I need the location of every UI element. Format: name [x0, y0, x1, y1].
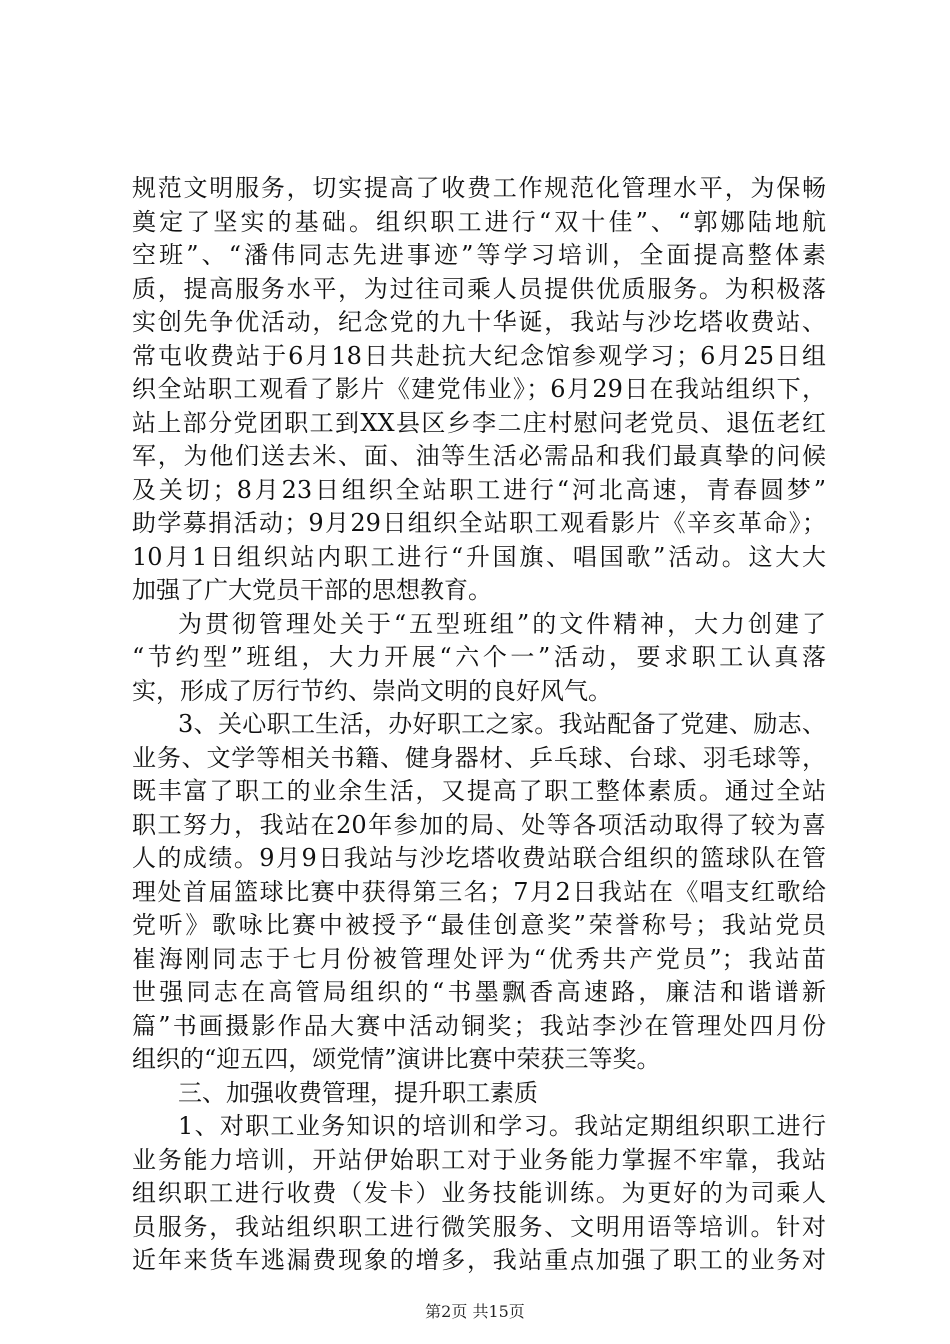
- text-line: 军，为他们送去米、面、油等生活必需品和我们最真挚的问候: [132, 442, 826, 470]
- text-line: 业务、文学等相关书籍、健身器材、乒乓球、台球、羽毛球等，: [132, 743, 826, 772]
- text-line: 篇”书画摄影作品大赛中活动铜奖；我站李沙在管理处四月份: [132, 1011, 826, 1040]
- text-line: 组织的“迎五四，颂党情”演讲比赛中荣获三等奖。: [132, 1045, 661, 1073]
- text-line: 业务能力培训，开站伊始职工对于业务能力掌握不牢靠，我站: [132, 1145, 826, 1174]
- text-line: 3、关心职工生活，办好职工之家。我站配备了党建、励志、: [178, 710, 826, 738]
- text-line: 规范文明服务，切实提高了收费工作规范化管理水平，为保畅: [132, 174, 826, 202]
- text-line: 组织职工进行收费（发卡）业务技能训练。为更好的为司乘人: [132, 1179, 826, 1207]
- text-line: 10月1日组织站内职工进行“升国旗、唱国歌”活动。这大大: [132, 542, 826, 571]
- text-line: 人的成绩。9月9日我站与沙圪塔收费站联合组织的篮球队在管: [132, 844, 826, 872]
- text-line: 助学募捐活动；9月29日组织全站职工观看影片《辛亥革命》；: [132, 509, 826, 537]
- document-body: [132, 172, 826, 1278]
- text-line: 近年来货车逃漏费现象的增多，我站重点加强了职工的业务对: [132, 1246, 826, 1274]
- text-line: 三、加强收费管理，提升职工素质: [178, 1078, 538, 1107]
- text-line: “节约型”班组，大力开展“六个一”活动，要求职工认真落: [132, 643, 826, 671]
- text-line: 党听》歌咏比赛中被授予“最佳创意奖”荣誉称号；我站党员: [132, 911, 826, 939]
- text-line: 理处首届篮球比赛中获得第三名；7月2日我站在《唱支红歌给: [132, 877, 826, 906]
- text-line: 奠定了坚实的基础。组织职工进行“双十佳”、“郭娜陆地航: [132, 207, 826, 236]
- page-footer: 第2页 共15页: [425, 1302, 525, 1321]
- text-line: 实创先争优活动，纪念党的九十华诞，我站与沙圪塔收费站、: [132, 308, 826, 336]
- text-line: 常屯收费站于6月18日共赴抗大纪念馆参观学习；6月25日组: [132, 341, 826, 370]
- text-line: 加强了广大党员干部的思想教育。: [132, 576, 492, 604]
- text-line: 既丰富了职工的业余生活，又提高了职工整体素质。通过全站: [132, 777, 826, 805]
- text-line: 织全站职工观看了影片《建党伟业》；6月29日在我站组织下，: [132, 375, 826, 403]
- text-line: 世强同志在高管局组织的“书墨飘香高速路，廉洁和谐谱新: [132, 978, 826, 1006]
- text-line: 及关切；8月23日组织全站职工进行“河北高速，青春圆梦”: [132, 475, 826, 504]
- text-line: 站上部分党团职工到XX县区乡李二庄村慰问老党员、退伍老红: [132, 408, 826, 437]
- text-line: 为贯彻管理处关于“五型班组”的文件精神，大力创建了: [178, 609, 826, 638]
- text-line: 实，形成了厉行节约、崇尚文明的良好风气。: [132, 676, 612, 705]
- text-line: 质，提高服务水平，为过往司乘人员提供优质服务。为积极落: [132, 274, 826, 303]
- text-line: 员服务，我站组织职工进行微笑服务、文明用语等培训。针对: [132, 1212, 826, 1241]
- text-line: 崔海刚同志于七月份被管理处评为“优秀共产党员”；我站苗: [132, 944, 826, 973]
- text-line: 职工努力，我站在20年参加的局、处等各项活动取得了较为喜: [132, 810, 826, 839]
- text-line: 1、对职工业务知识的培训和学习。我站定期组织职工进行: [178, 1112, 826, 1140]
- text-line: 空班”、“潘伟同志先进事迹”等学习培训，全面提高整体素: [132, 241, 826, 269]
